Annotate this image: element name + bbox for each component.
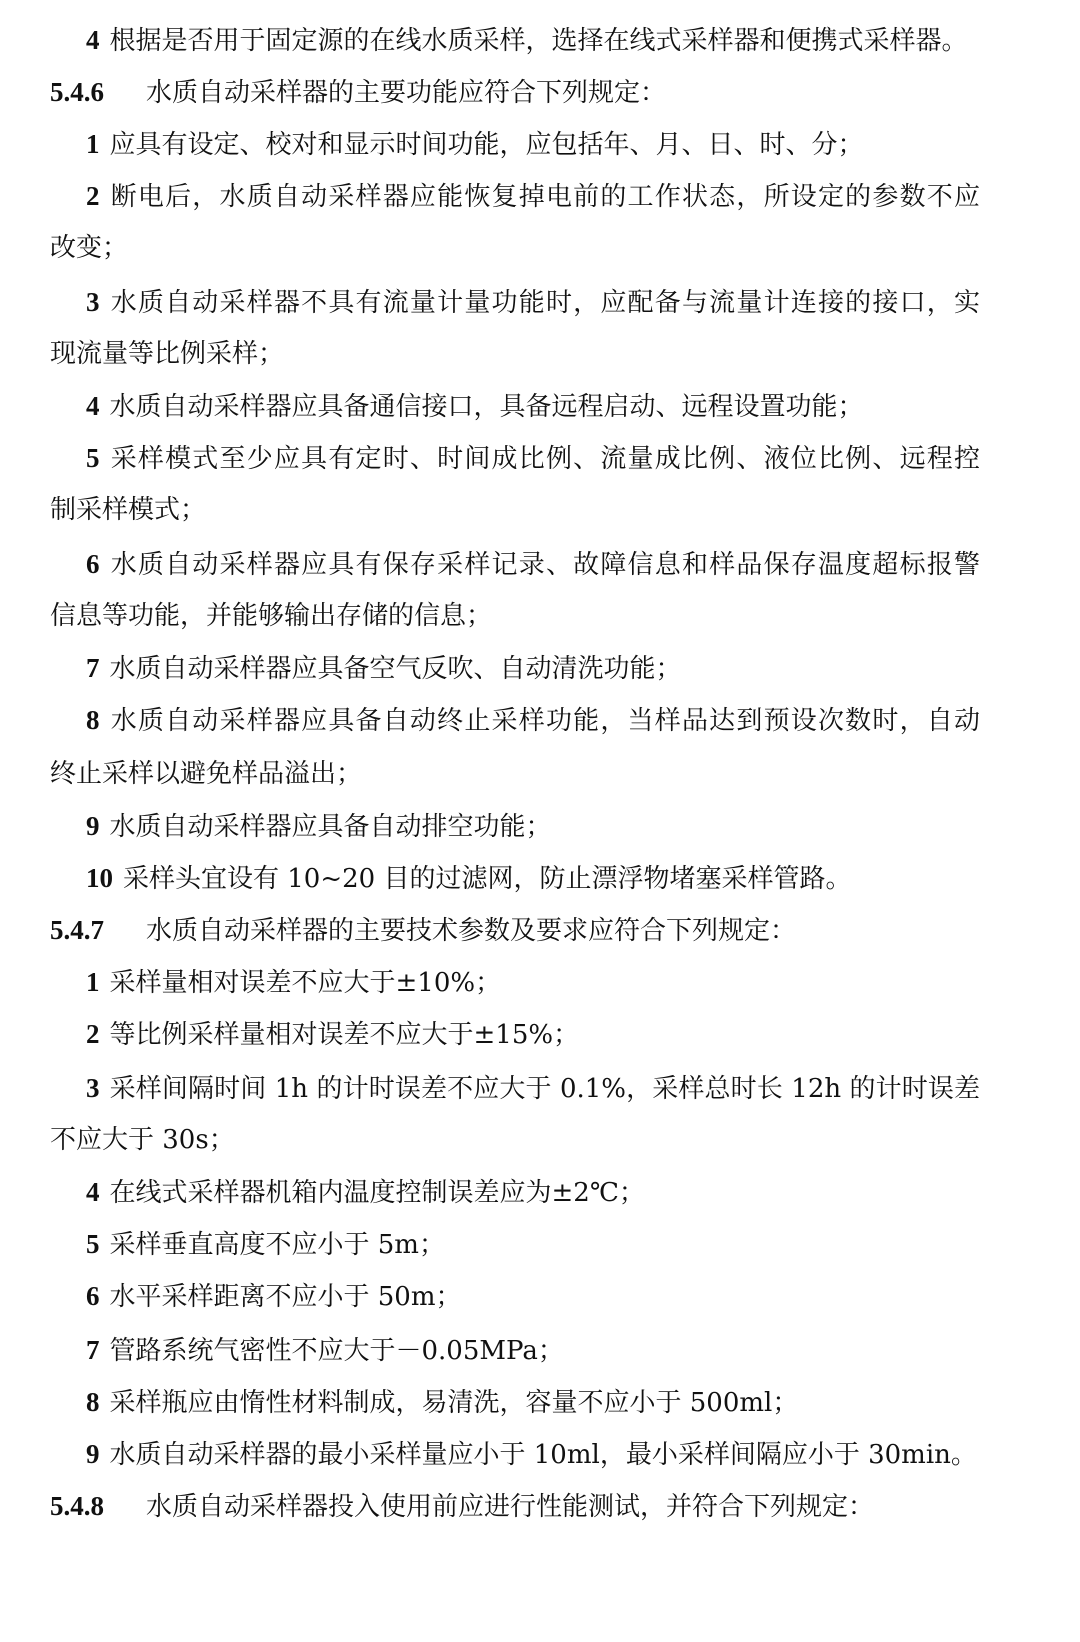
item-line bbox=[86, 650, 1080, 687]
item-line bbox=[86, 964, 1080, 1001]
item-number: 2 bbox=[86, 1019, 100, 1049]
continuation-line bbox=[50, 336, 1080, 372]
item-line bbox=[86, 1278, 1080, 1315]
item-text: 终止采样以避免样品溢出； bbox=[50, 759, 363, 789]
item-text: 现流量等比例采样； bbox=[50, 339, 285, 369]
item-line bbox=[86, 126, 1080, 163]
item-text: 水质自动采样器应具备自动终止采样功能，当样品达到预设次数时，自动 bbox=[109, 706, 980, 736]
item-line bbox=[86, 1332, 1080, 1369]
section-heading bbox=[50, 1488, 1080, 1525]
item-number: 4 bbox=[86, 391, 100, 421]
item-line bbox=[86, 1384, 1080, 1421]
section-text: 水质自动采样器的主要技术参数及要求应符合下列规定： bbox=[146, 916, 797, 946]
item-line bbox=[86, 284, 980, 321]
item-text: 断电后，水质自动采样器应能恢复掉电前的工作状态，所设定的参数不应 bbox=[109, 182, 980, 212]
item-line bbox=[86, 1016, 1080, 1053]
item-text: 在线式采样器机箱内温度控制误差应为±2℃； bbox=[109, 1178, 645, 1208]
item-line bbox=[86, 22, 974, 59]
item-number: 1 bbox=[86, 129, 100, 159]
item-number: 5 bbox=[86, 1229, 100, 1259]
item-number: 9 bbox=[86, 1439, 100, 1469]
item-line bbox=[86, 440, 980, 477]
item-number: 3 bbox=[86, 1073, 100, 1103]
item-line bbox=[86, 1226, 1080, 1263]
continuation-line bbox=[50, 492, 1080, 528]
item-number: 4 bbox=[86, 25, 100, 55]
item-number: 6 bbox=[86, 549, 100, 579]
item-line bbox=[86, 388, 1080, 425]
section-text: 水质自动采样器的主要功能应符合下列规定： bbox=[146, 78, 667, 108]
item-number: 7 bbox=[86, 653, 100, 683]
item-line bbox=[86, 702, 980, 739]
item-line bbox=[86, 1174, 1080, 1211]
item-text: 水质自动采样器应具有保存采样记录、故障信息和样品保存温度超标报警 bbox=[109, 550, 980, 580]
item-line bbox=[86, 860, 1080, 897]
section-number: 5.4.7 bbox=[50, 915, 104, 945]
item-text: 采样头宜设有 10~20 目的过滤网，防止漂浮物堵塞采样管路。 bbox=[123, 864, 852, 894]
item-text: 采样瓶应由惰性材料制成，易清洗，容量不应小于 500ml； bbox=[109, 1388, 799, 1418]
item-number: 9 bbox=[86, 811, 100, 841]
item-text: 根据是否用于固定源的在线水质采样，选择在线式采样器和便携式采样器。 bbox=[109, 26, 968, 56]
item-number: 3 bbox=[86, 287, 100, 317]
item-number: 6 bbox=[86, 1281, 100, 1311]
item-number: 1 bbox=[86, 967, 100, 997]
item-text: 水质自动采样器不具有流量计量功能时，应配备与流量计连接的接口，实 bbox=[109, 288, 980, 318]
item-line bbox=[86, 546, 980, 583]
continuation-line bbox=[50, 598, 1080, 634]
item-text: 管路系统气密性不应大于－0.05MPa； bbox=[109, 1336, 564, 1366]
item-number: 5 bbox=[86, 443, 100, 473]
item-text: 应具有设定、校对和显示时间功能，应包括年、月、日、时、分； bbox=[109, 130, 864, 160]
item-line bbox=[86, 1070, 980, 1107]
item-text: 信息等功能，并能够输出存储的信息； bbox=[50, 601, 493, 631]
item-text: 不应大于 30s； bbox=[50, 1125, 235, 1155]
item-number: 7 bbox=[86, 1335, 100, 1365]
item-line bbox=[86, 1436, 1080, 1473]
continuation-line bbox=[50, 230, 1080, 266]
item-text: 水质自动采样器的最小采样量应小于 10ml，最小采样间隔应小于 30min。 bbox=[109, 1440, 977, 1470]
item-text: 采样量相对误差不应大于±10%； bbox=[109, 968, 502, 998]
item-text: 采样垂直高度不应小于 5m； bbox=[109, 1230, 445, 1260]
item-text: 制采样模式； bbox=[50, 495, 207, 525]
item-text: 水质自动采样器应具备自动排空功能； bbox=[109, 812, 552, 842]
section-number: 5.4.8 bbox=[50, 1491, 104, 1521]
item-text: 等比例采样量相对误差不应大于±15%； bbox=[109, 1020, 580, 1050]
section-heading bbox=[50, 74, 1080, 111]
item-number: 4 bbox=[86, 1177, 100, 1207]
item-text: 水平采样距离不应小于 50m； bbox=[109, 1282, 462, 1312]
item-number: 8 bbox=[86, 1387, 100, 1417]
item-line bbox=[86, 178, 980, 215]
item-text: 水质自动采样器应具备通信接口，具备远程启动、远程设置功能； bbox=[109, 392, 864, 422]
item-number: 10 bbox=[86, 863, 113, 893]
item-number: 8 bbox=[86, 705, 100, 735]
item-number: 2 bbox=[86, 181, 100, 211]
item-text: 采样间隔时间 1h 的计时误差不应大于 0.1%，采样总时长 12h 的计时误差 bbox=[109, 1074, 980, 1104]
section-text: 水质自动采样器投入使用前应进行性能测试，并符合下列规定： bbox=[146, 1492, 875, 1522]
section-number: 5.4.6 bbox=[50, 77, 104, 107]
continuation-line bbox=[50, 1122, 1080, 1158]
item-text: 采样模式至少应具有定时、时间成比例、流量成比例、液位比例、远程控 bbox=[109, 444, 980, 474]
item-line bbox=[86, 808, 1080, 845]
item-text: 水质自动采样器应具备空气反吹、自动清洗功能； bbox=[109, 654, 682, 684]
item-text: 改变； bbox=[50, 233, 129, 263]
section-heading bbox=[50, 912, 1080, 949]
continuation-line bbox=[50, 756, 1080, 792]
